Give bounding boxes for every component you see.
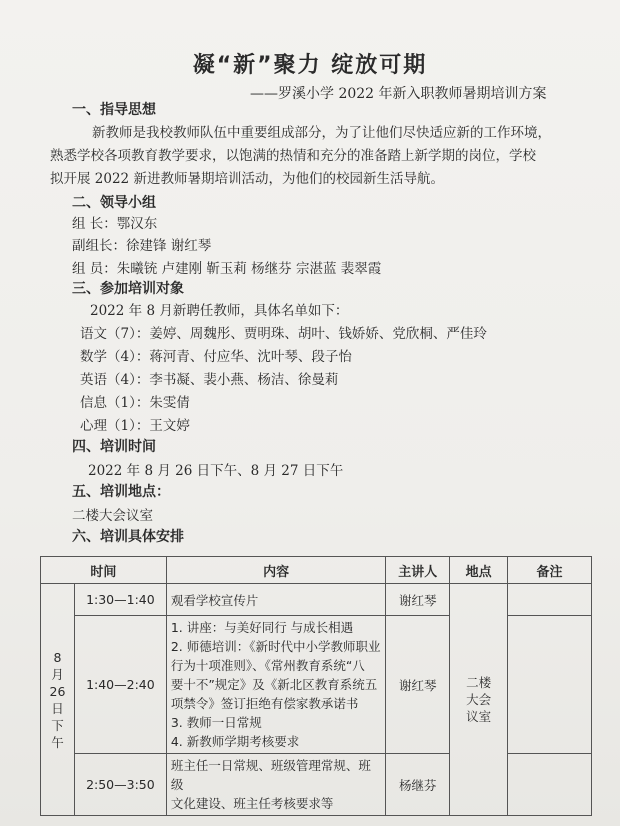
table-row (41, 754, 592, 816)
date-part: 日 (51, 700, 64, 716)
section-3-heading: 三、参加培训对象 (72, 281, 184, 297)
training-place: 二楼大会议室 (72, 508, 153, 524)
date-part: 月 (51, 666, 64, 682)
date-part: 下 (51, 717, 64, 733)
header-time: 时间 (41, 557, 167, 584)
header-note: 备注 (508, 557, 592, 584)
section-2-heading: 二、领导小组 (72, 195, 156, 211)
schedule-table (40, 556, 592, 816)
date-part: 8 (53, 649, 62, 665)
content-line: 4. 新教师学期考核要求 (170, 734, 300, 749)
section-1-paragraph (50, 122, 572, 191)
content-line: 行为十项准则》、《常州教育系统“八 (170, 658, 365, 673)
document-subtitle: ——罗溪小学 2022 年新入职教师暑期培训方案 (250, 86, 547, 102)
table-row (41, 616, 592, 754)
leader-line: 组 长：鄂汉东 (72, 216, 158, 232)
time-cell: 1:40—2:40 (74, 616, 166, 754)
subject-psych: 心理（1）：王文婷 (80, 418, 190, 434)
speaker-cell: 谢红琴 (386, 584, 450, 616)
participants-intro: 2022 年 8 月新聘任教师，具体名单如下： (90, 303, 349, 319)
members-line: 组 员：朱曦铳 卢建刚 靳玉莉 杨继芬 宗湛蓝 裴翠霞 (72, 261, 382, 277)
section-4-heading: 四、培训时间 (72, 439, 156, 455)
header-speaker: 主讲人 (386, 557, 450, 584)
content-line: 文化建设、班主任考核要求等 (170, 796, 334, 811)
para-line-1: 新教师是我校教师队伍中重要组成部分，为了让他们尽快适应新的工作环境， (92, 125, 551, 141)
content-line: 1. 讲座：与美好同行 与成长相遇 (170, 620, 354, 635)
content-cell: 观看学校宣传片 (166, 584, 386, 616)
subject-it: 信息（1）：朱雯倩 (80, 395, 190, 411)
document-title: 凝“新”聚力 绽放可期 (192, 53, 428, 78)
training-time: 2022 年 8 月 26 日下午、8 月 27 日下午 (88, 463, 344, 479)
date-part: 午 (51, 734, 64, 750)
note-cell (508, 754, 592, 816)
para-line-2: 熟悉学校各项教育教学要求，以饱满的热情和充分的准备踏上新学期的岗位，学校 (50, 148, 536, 164)
content-cell (166, 616, 386, 754)
subject-english: 英语（4）：李书凝、裴小燕、杨洁、徐曼莉 (80, 372, 339, 388)
para-line-3: 拟开展 2022 新进教师暑期培训活动，为他们的校园新生活导航。 (50, 171, 444, 187)
deputy-line: 副组长：徐建锋 谢红琴 (72, 238, 212, 254)
place-part: 大会 (466, 692, 492, 707)
content-line: 班主任一日常规、班级管理常规、班级 (170, 758, 371, 792)
content-cell (166, 754, 386, 816)
subject-chinese: 语文（7）：姜婷、周魏彤、贾明珠、胡叶、钱娇娇、党欣桐、严佳玲 (80, 326, 487, 342)
speaker-cell: 谢红琴 (386, 616, 450, 754)
content-line: 项禁令》签订拒绝有偿家教承诺书 (170, 696, 359, 711)
note-cell (508, 584, 592, 616)
header-place: 地点 (450, 557, 508, 584)
time-cell: 1:30—1:40 (74, 584, 166, 616)
content-line: 3. 教师一日常规 (170, 715, 262, 730)
date-part: 26 (49, 683, 66, 699)
place-cell (450, 584, 508, 816)
section-1-heading: 一、指导思想 (72, 102, 156, 118)
subject-math: 数学（4）：蒋河青、付应华、沈叶琴、段子怡 (80, 349, 352, 365)
place-part: 议室 (466, 709, 492, 724)
place-part: 二楼 (466, 675, 492, 690)
section-6-heading: 六、培训具体安排 (72, 529, 184, 545)
content-line: 2. 师德培训：《新时代中小学教师职业 (170, 639, 381, 654)
table-row (41, 584, 592, 616)
section-5-heading: 五、培训地点： (72, 484, 170, 500)
table-header-row (41, 557, 592, 584)
speaker-cell: 杨继芬 (386, 754, 450, 816)
content-line: 要十不”规定》及《新北区教育系统五 (170, 677, 378, 692)
note-cell (508, 616, 592, 754)
date-cell (41, 584, 75, 816)
header-content: 内容 (166, 557, 386, 584)
time-cell: 2:50—3:50 (74, 754, 166, 816)
